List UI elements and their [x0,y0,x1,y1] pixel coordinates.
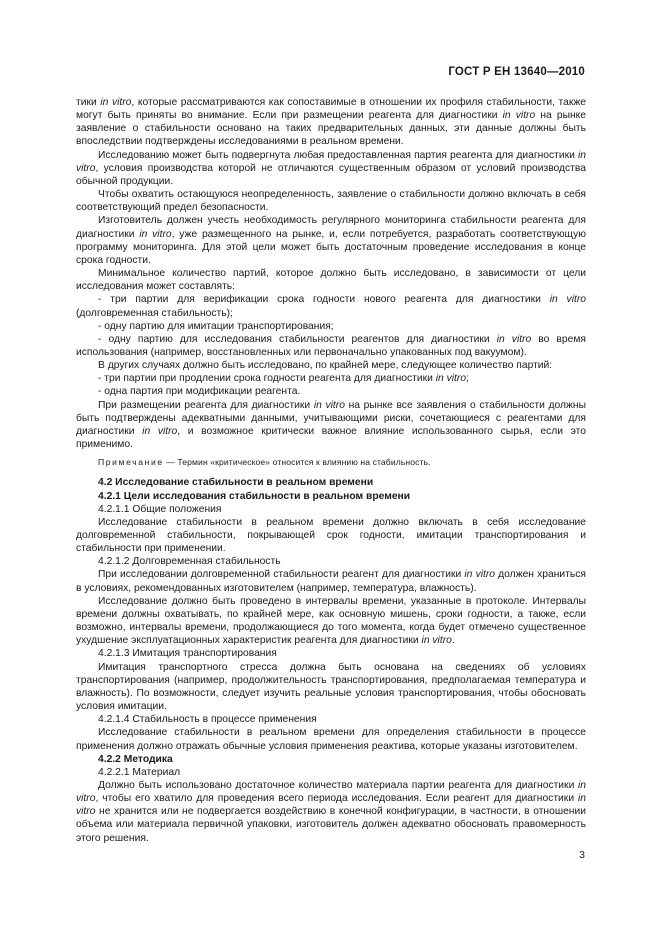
note [76,456,586,469]
paragraph: тики in vitro, которые рассматриваются как сопоставимые в отношении их профиля стабильности, также могут быть приняты во внимание. Если при размещении реагента для диагностики in vitro на рынке заявление о стабильности основано на таких предварительных данных, эти данные должны быть впоследствии подтверждены исследованиями в реальном времени. [76,97,587,148]
paragraph: Минимальное количество партий, которое должно быть исследовано, в зависимости от цели исследования может составлять: [76,268,586,293]
list-item: - одну партию для исследования стабильности реагентов для диагностики in vitro во время использования (например, восстановленных или первоначально упакованных под вакуумом). [76,333,587,358]
list-item: - три партии для верификации срока годности нового реагента для диагностики in vitro (долговременная стабильность); [76,294,587,319]
list-item: - одну партию для имитации транспортирования; [98,320,334,332]
paragraph: При размещении реагента для диагностики in vitro на рынке все заявления о стабильности должны быть подтверждены адекватными данными, учитывающими риски, сочетающиеся с реагентами для диагностики in vitro, и возможное критически важное влияние использованного сырья, если это применимо. [76,399,587,451]
page-number: 3 [579,849,585,861]
list-item: - три партии при продлении срока годности реагента для диагностики in vitro; [98,373,469,385]
clause-heading: 4.2.1.1 Общие положения [98,503,222,515]
section-heading: 4.2 Исследование стабильности в реальном времени [98,477,374,489]
clause-heading: 4.2.1.4 Стабильность в процессе применения [98,714,317,726]
paragraph: Должно быть использовано достаточное количество материала партии реагента для диагностики in vitro, чтобы его хватило для проведения всего периода исследования. Если реагент для диагностики in vitro не хранится или не подвергается воздействию в конечной конфигурации, в частности, в отношении объема или материала первичной упаковки, изготовитель должен адекватно обосновать правомерность этого решения. [76,779,586,844]
paragraph: При исследовании долговременной стабильности реагент для диагностики in vitro должен храниться в условиях, рекомендованных изготовителем (например, температура, влажность). [76,569,586,594]
clause-heading: 4.2.1.2 Долговременная стабильность [98,556,281,568]
list-item: - одна партия при модификации реагента. [98,386,301,398]
clause-heading: 4.2.2.1 Материал [98,766,181,778]
paragraph: Исследованию может быть подвергнута любая предоставленная партия реагента для диагностики in vitro, условия производства которой не отличаются существенным образом от условий производства обычной продукции. [76,149,586,187]
paragraph: Чтобы охватить остающуюся неопределенность, заявление о стабильности должно включать в себя соответствующий предел безопасности. [76,189,586,214]
paragraph: Исследование должно быть проведено в интервалы времени, указанные в протоколе. Интервалы времени должны охватывать, по крайней мере, как основную мишень, сроки годности, а также, если возможно, интервалы времени, продолжающиеся до того момента, когда будет отмечено существенное ухудшение эксплуатационных характеристик реагента для диагностики in vitro. [76,595,586,647]
note-text: — Термин «критическое» относится к влиянию на стабильность. [163,457,431,468]
paragraph: В других случаях должно быть исследовано, по крайней мере, следующее количество партий: [98,360,553,372]
paragraph: Исследование стабильности в реальном времени для определения стабильности в процессе применения должно отражать обычные условия применения реактива, которые указаны изготовителем. [76,727,586,752]
paragraph: Имитация транспортного стресса должна быть основана на сведениях об условиях транспортирования (например, продолжительность транспортирования, предполагаемая температура и влажность). По возможности, следует изучить реальные условия транспортирования, чтобы обосновать условия имитации. [76,661,586,713]
paragraph: Исследование стабильности в реальном времени должно включать в себя исследование долговременной стабильности, покрывающей срок годности, имитации транспортирования и стабильности при применении. [76,516,586,555]
subsection-heading: 4.2.2 Методика [98,753,173,765]
clause-heading: 4.2.1.3 Имитация транспортирования [98,648,277,660]
note-label: Примечание [98,457,164,468]
document-body [76,96,586,845]
paragraph: Изготовитель должен учесть необходимость регулярного мониторинга стабильности реагента для диагностики in vitro, уже размещенного на рынке, и, если потребуется, разработать соответствующую программу мониторинга. Для этой цели может быть достаточным проведение исследования в конце срока годности. [76,215,587,266]
document-header: ГОСТ Р ЕН 13640—2010 [448,66,585,78]
subsection-heading: 4.2.1 Цели исследования стабильности в реальном времени [98,490,411,502]
